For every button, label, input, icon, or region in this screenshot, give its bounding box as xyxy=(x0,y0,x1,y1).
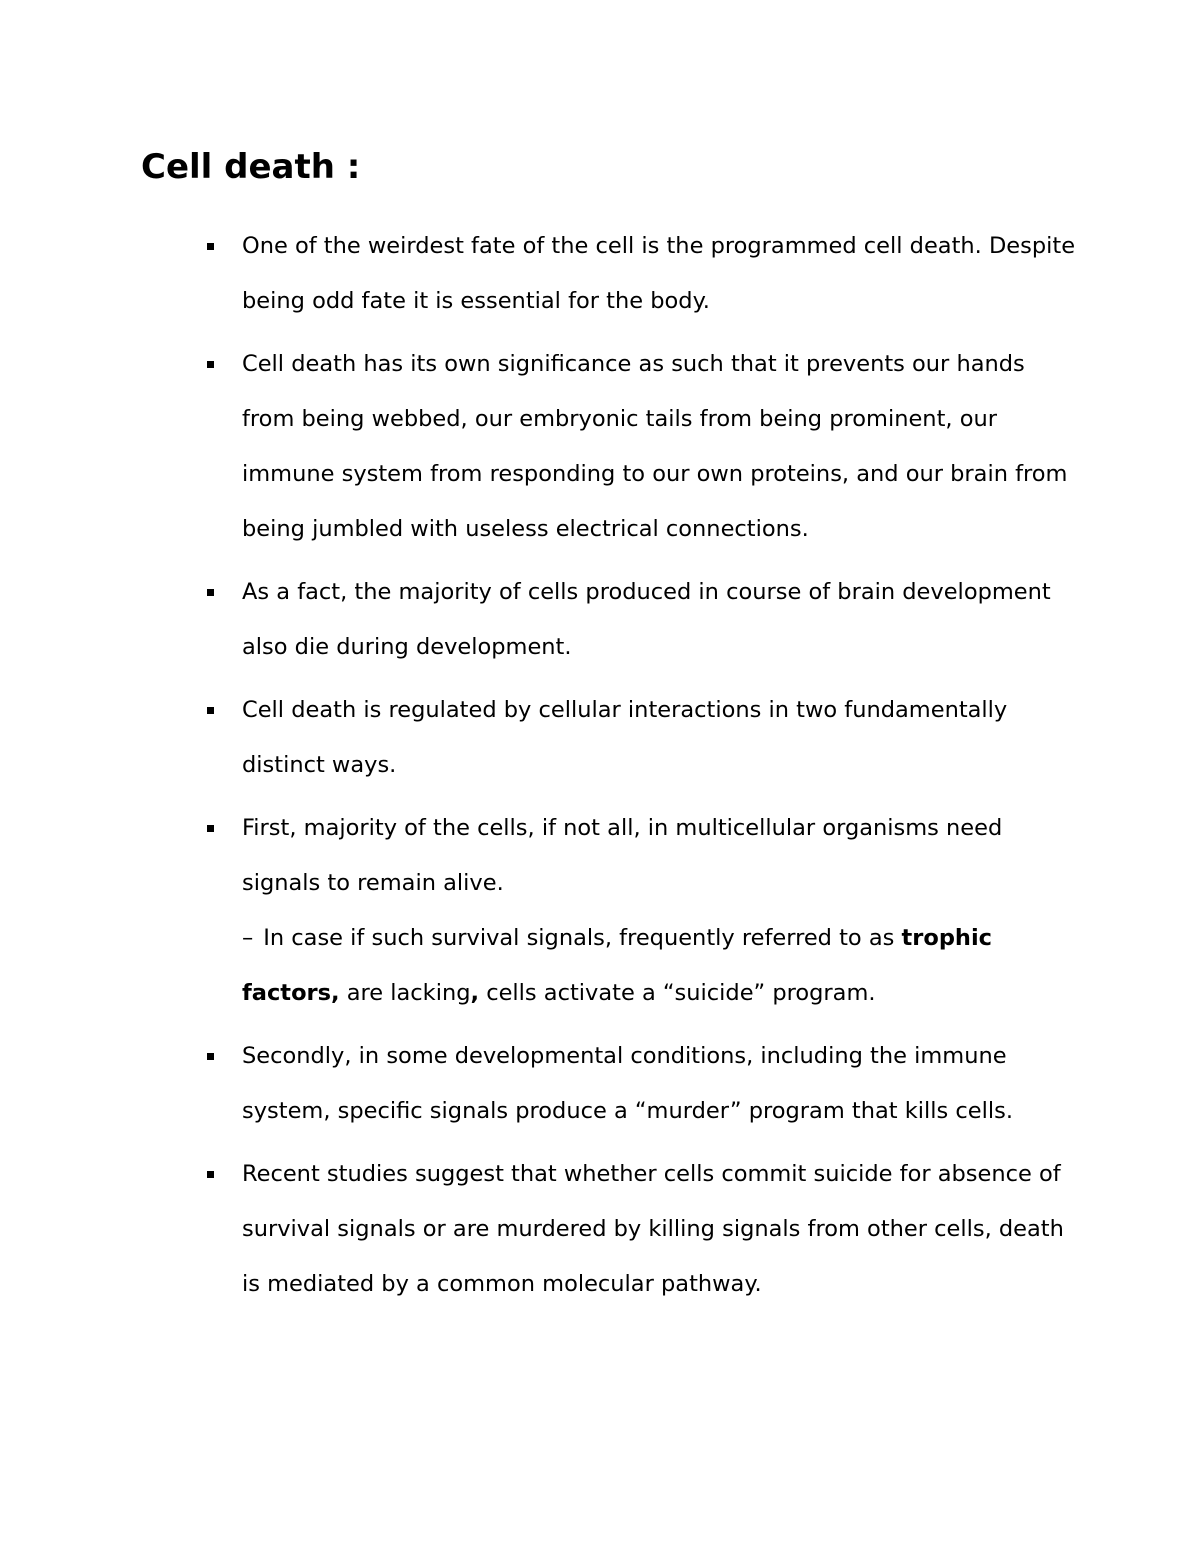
list-item-text: Secondly, in some developmental conditions, including the immune system, specific signals produce a “murder” program that kills cells. xyxy=(242,1043,1013,1124)
square-bullet-icon xyxy=(207,707,214,714)
list-item xyxy=(0,565,1082,675)
list-item xyxy=(0,801,1082,1021)
square-bullet-icon xyxy=(207,361,214,368)
list-item xyxy=(0,337,1082,557)
sub-bullet-text-3: cells activate a “suicide” program. xyxy=(479,980,876,1006)
square-bullet-icon xyxy=(207,1053,214,1060)
bullet-list xyxy=(0,219,1200,1320)
list-item xyxy=(0,219,1082,329)
square-bullet-icon xyxy=(207,589,214,596)
sub-bullet-bold-term: trophic factors, xyxy=(242,925,992,1006)
list-item xyxy=(0,1029,1082,1139)
list-item-text: Cell death is regulated by cellular interactions in two fundamentally distinct ways. xyxy=(242,697,1008,778)
list-item-text: First, majority of the cells, if not all, in multicellular organisms need signals to remain alive. xyxy=(242,815,1003,896)
square-bullet-icon xyxy=(207,1171,214,1178)
square-bullet-icon xyxy=(207,243,214,250)
sub-bullet-bold-comma: , xyxy=(470,980,480,1006)
list-item-text: Recent studies suggest that whether cells commit suicide for absence of survival signals or are murdered by killing signals from other cells, death is mediated by a common molecular pathway. xyxy=(242,1161,1064,1297)
list-item-text: One of the weirdest fate of the cell is the programmed cell death. Despite being odd fate it is essential for the body. xyxy=(242,233,1076,314)
list-item-text: Cell death has its own significance as such that it prevents our hands from being webbed, our embryonic tails from being prominent, our immune system from responding to our own proteins, and our brain from being jumbled with useless electrical connections. xyxy=(242,351,1068,542)
list-item xyxy=(0,1147,1082,1312)
page-title: Cell death : xyxy=(141,147,361,187)
sub-bullet-text-1: In case if such survival signals, frequently referred to as xyxy=(263,925,902,951)
sub-bullet xyxy=(242,911,1082,1021)
list-item-text: As a fact, the majority of cells produced in course of brain development also die during development. xyxy=(242,579,1051,660)
square-bullet-icon xyxy=(207,825,214,832)
sub-bullet-text-2: are lacking xyxy=(339,980,471,1006)
list-item xyxy=(0,683,1082,793)
dash-marker: – xyxy=(242,925,254,951)
